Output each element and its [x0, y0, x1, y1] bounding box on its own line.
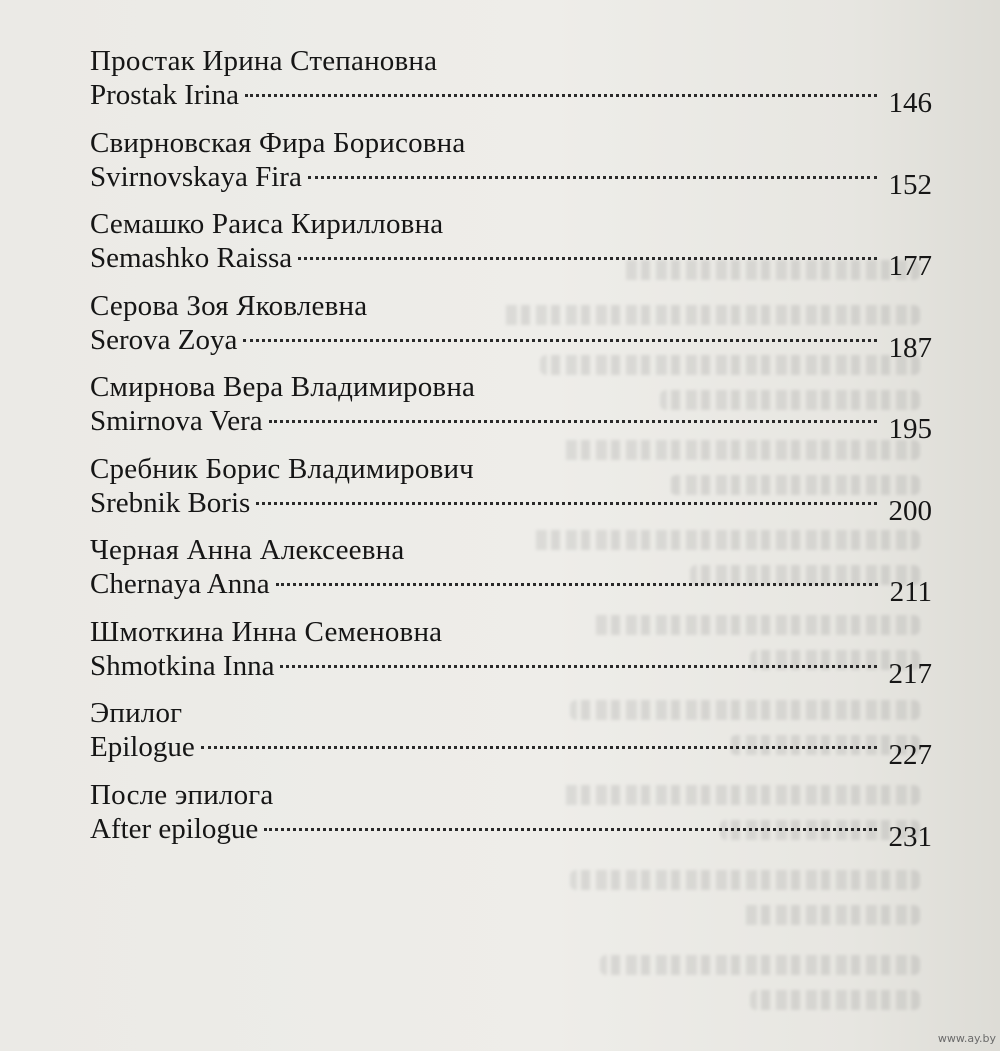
page-number: 200: [888, 494, 932, 527]
entry-title-russian: Смирнова Вера Владимировна: [90, 371, 476, 403]
dot-leader: [298, 257, 876, 260]
dot-leader: [256, 502, 876, 505]
entry-title-english: Shmotkina Inna: [90, 649, 275, 682]
entry-title-english: Svirnovskaya Fira: [90, 160, 302, 193]
toc-entry: [90, 207, 932, 289]
dot-leader: [201, 746, 877, 749]
page-number: 152: [888, 168, 932, 201]
toc-entry: [90, 452, 932, 534]
entry-title-russian: Семашко Раиса Кирилловна: [90, 208, 444, 240]
entry-title-russian: Сребник Борис Владимирович: [90, 452, 474, 485]
entry-title-russian: После эпилога: [90, 778, 274, 811]
dot-leader: [280, 665, 876, 668]
toc-entry: [90, 289, 932, 371]
entry-title-english: Smirnova Vera: [90, 405, 263, 437]
dot-leader: [245, 94, 877, 97]
entry-title-russian: Свирновская Фира Борисовна: [90, 126, 466, 159]
page-number: 187: [888, 331, 932, 364]
page-number: 195: [888, 413, 932, 445]
entry-title-english: Srebnik Boris: [90, 486, 251, 519]
dot-leader: [308, 176, 877, 179]
entry-title-russian: Черная Анна Алексеевна: [90, 534, 405, 566]
toc-entry: [90, 126, 932, 208]
dot-leader: [243, 339, 876, 342]
entry-title-russian: Серова Зоя Яковлевна: [90, 289, 368, 322]
dot-leader: [276, 583, 878, 586]
watermark: www.ay.by: [937, 1032, 996, 1045]
entry-title-english: Epilogue: [90, 731, 195, 763]
toc-entry: [90, 696, 932, 778]
dot-leader: [269, 420, 877, 423]
toc-entry: [90, 44, 932, 126]
toc-entry: [90, 778, 932, 860]
entry-title-english: Chernaya Anna: [90, 568, 270, 600]
entry-title-english: Prostak Irina: [90, 79, 239, 111]
toc-entry: [90, 615, 932, 697]
entry-title-english: Serova Zoya: [90, 323, 238, 356]
entry-title-russian: Простак Ирина Степановна: [90, 45, 438, 77]
dot-leader: [264, 828, 876, 831]
entry-title-english: Semashko Raissa: [90, 242, 293, 274]
page-number: 231: [888, 820, 932, 853]
entry-title-russian: Эпилог: [90, 697, 183, 729]
page-number: 177: [888, 250, 932, 282]
toc-entry: [90, 533, 932, 615]
page-number: 217: [888, 657, 932, 690]
table-of-contents: [90, 44, 932, 859]
entry-title-english: After epilogue: [90, 812, 259, 845]
toc-entry: [90, 370, 932, 452]
page-number: 211: [889, 576, 932, 608]
page-number: 146: [888, 87, 932, 119]
page-number: 227: [888, 739, 932, 771]
entry-title-russian: Шмоткина Инна Семеновна: [90, 615, 443, 648]
